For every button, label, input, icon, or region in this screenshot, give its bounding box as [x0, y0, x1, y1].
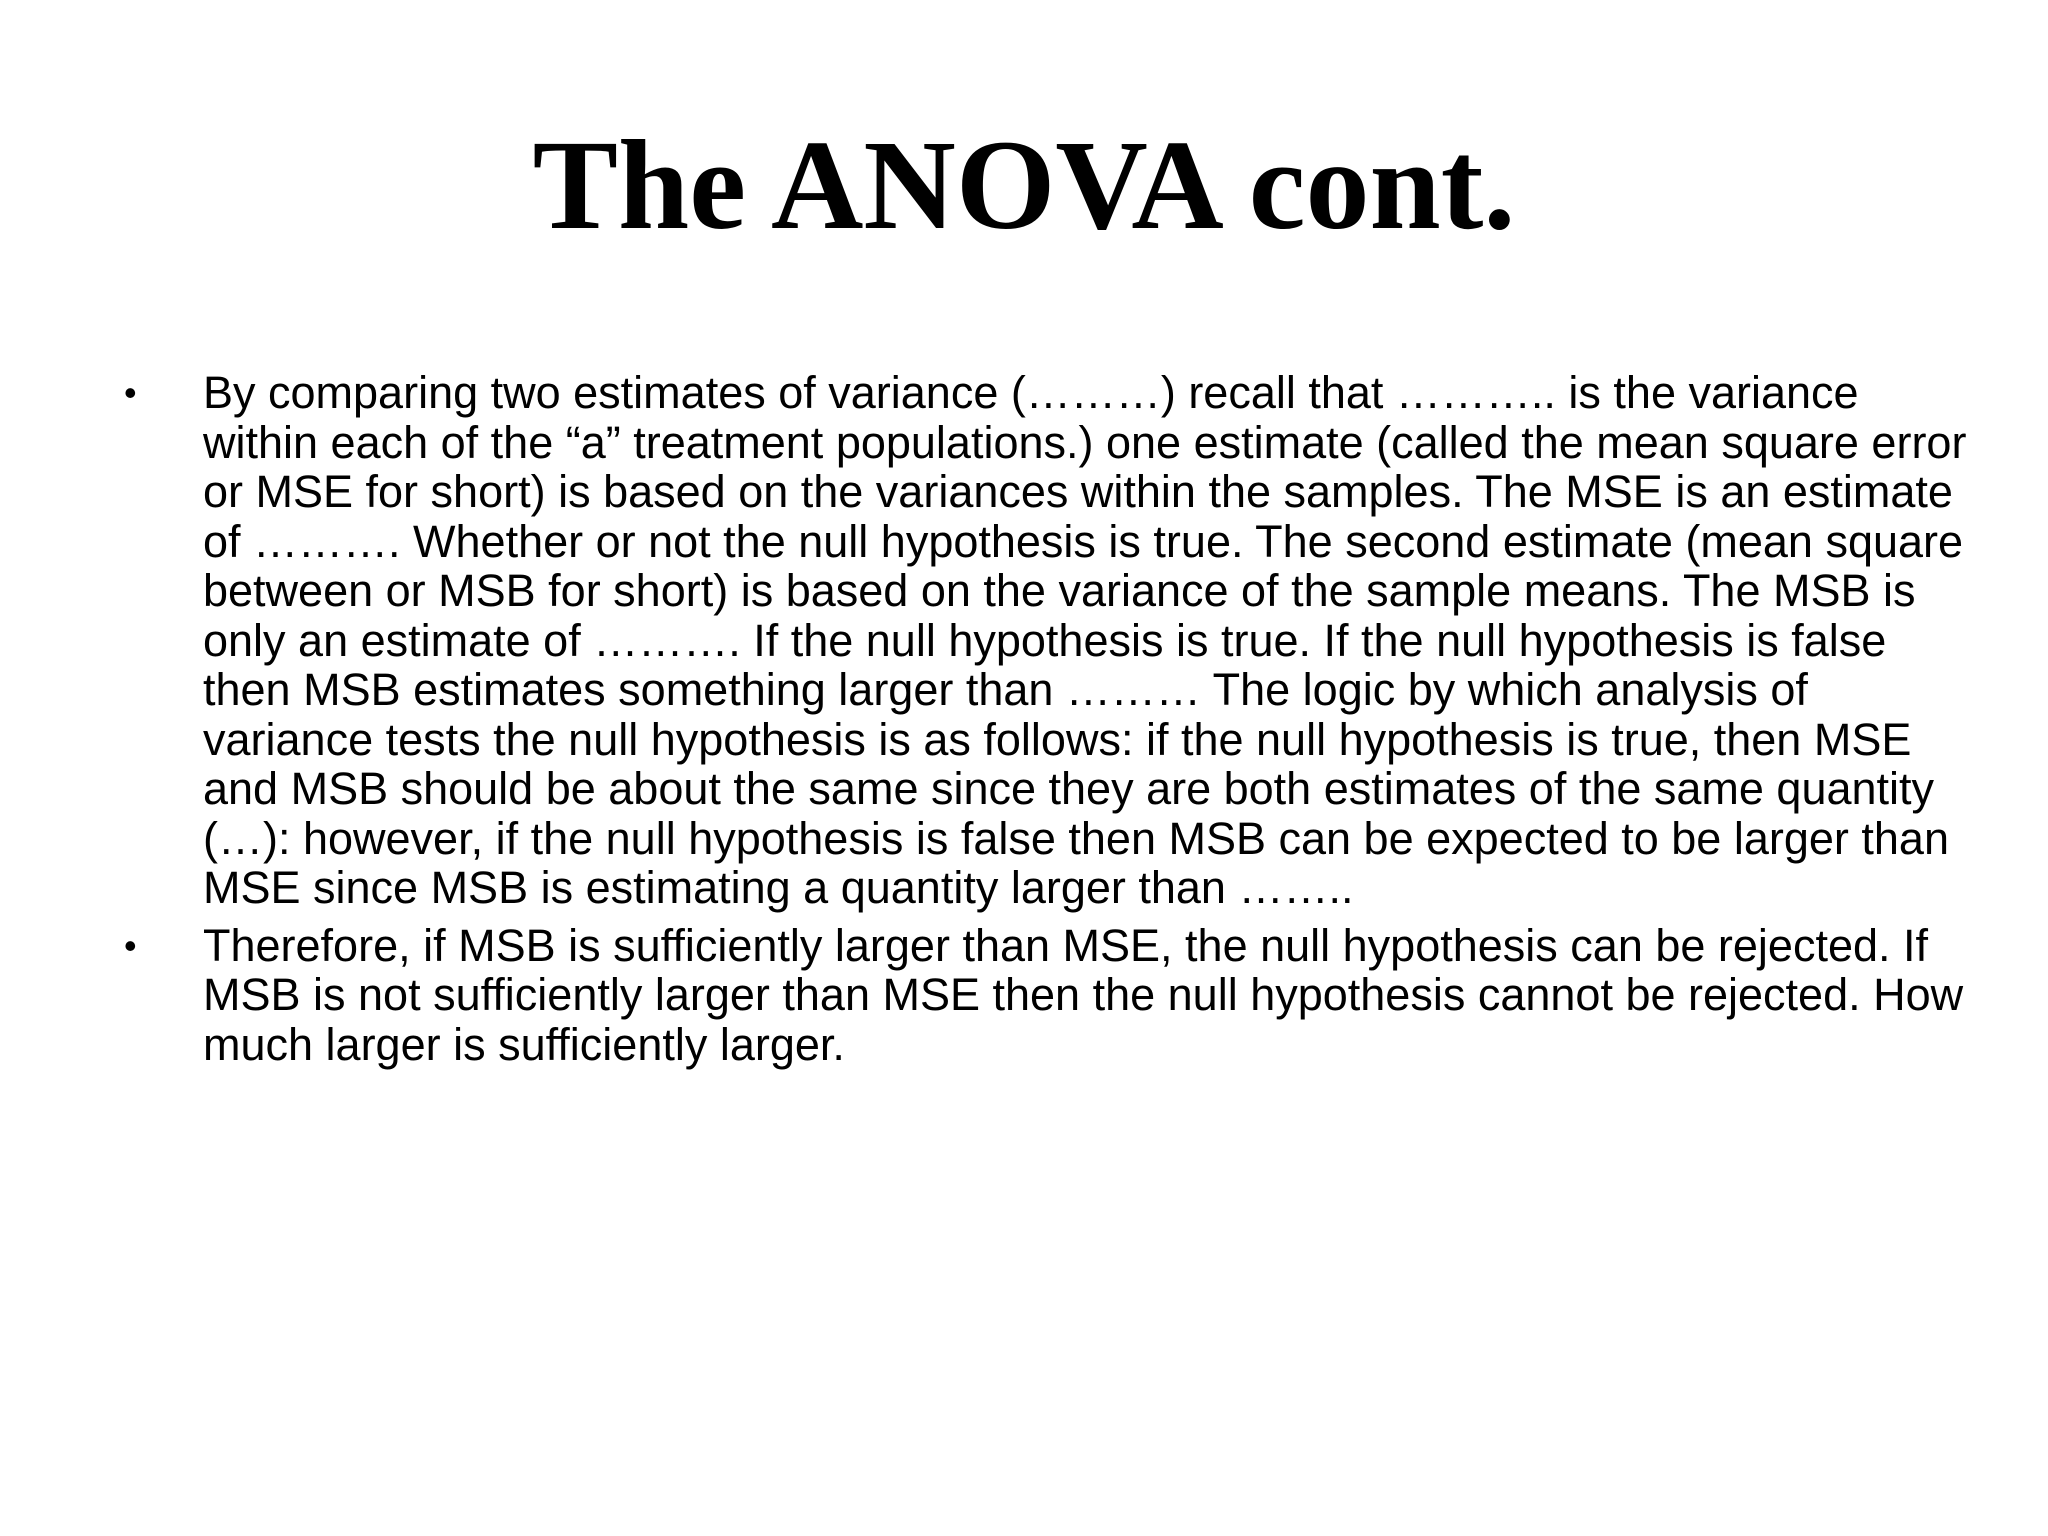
bullet-list	[118, 368, 1978, 1077]
bullet-text: Therefore, if MSB is sufficiently larger than MSE, the null hypothesis can be rejected. If MSB is not sufficiently larger than MSE then the null hypothesis cannot be rejected. How much larger is sufficiently larger.	[203, 919, 1964, 1070]
bullet-icon: •	[124, 924, 137, 966]
bullet-item	[118, 921, 1978, 1070]
bullet-icon: •	[124, 372, 137, 413]
slide-title: The ANOVA cont.	[532, 114, 1516, 256]
bullet-text: By comparing two estimates of variance (………) recall that ……….. is the variance within each of the “a” treatment populations.) one estimate (called the mean square error or MSE for short) is based on the variances within the samples. The MSE is an estimate of ………. Whether or not the null hypothesis is true. The second estimate (mean square between or MSB for short) is based on the variance of the sample means. The MSB is only an estimate of ………. If the null hypothesis is true. If the null hypothesis is false then MSB estimates something larger than ……… The logic by which analysis of variance tests the null hypothesis is as follows: if the null hypothesis is true, then MSE and MSB should be about the same since they are both estimates of the same quantity (…): however, if the null hypothesis is false then MSB can be expected to be larger than MSE since MSB is estimating a quantity larger than ……..	[203, 367, 1967, 913]
bullet-item	[118, 368, 1978, 913]
